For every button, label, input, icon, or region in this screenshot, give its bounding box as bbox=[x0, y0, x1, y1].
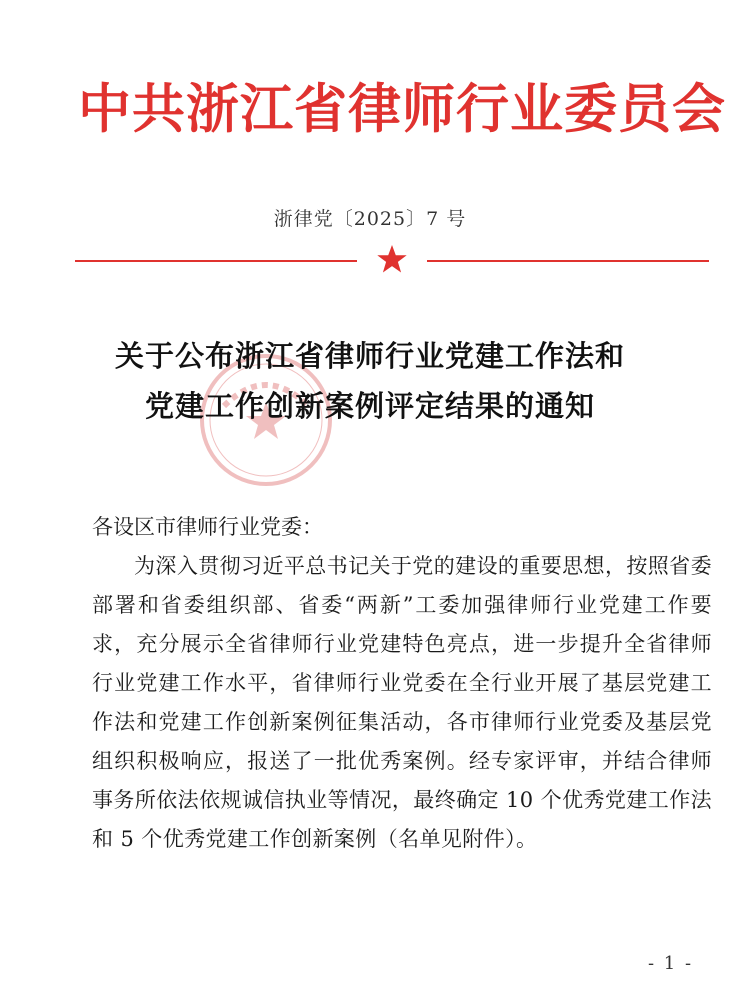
star-icon bbox=[376, 244, 408, 276]
title-line-2: 党建工作创新案例评定结果的通知 bbox=[144, 389, 595, 423]
notice-title bbox=[0, 331, 740, 431]
page-number: - 1 - bbox=[648, 953, 694, 974]
body-paragraph: 为深入贯彻习近平总书记关于党的建设的重要思想，按照省委部署和省委组织部、省委“两新”工委加强律师行业党建工作要求，充分展示全省律师行业党建特色亮点，进一步提升全省律师行业党建工作水平，省律师行业党委在全行业开展了基层党建工作法和党建工作创新案例征集活动，各市律师行业党委及基层党组织积极响应，报送了一批优秀案例。经专家评审，并结合律师事务所依法依规诚信执业等情况，最终确定 10 个优秀党建工作法和 5 个优秀党建工作创新案例（名单见附件）。 bbox=[92, 554, 712, 851]
document-body bbox=[92, 508, 712, 859]
title-line-1: 关于公布浙江省律师行业党建工作法和 bbox=[114, 339, 625, 373]
divider-line-left bbox=[75, 260, 357, 262]
masthead-title: 中共浙江省律师行业委员会 bbox=[78, 79, 726, 140]
red-divider bbox=[75, 248, 709, 274]
document-number: 浙律党〔2025〕7 号 bbox=[273, 208, 467, 230]
salutation: 各设区市律师行业党委： bbox=[92, 515, 323, 539]
divider-line-right bbox=[427, 260, 709, 262]
